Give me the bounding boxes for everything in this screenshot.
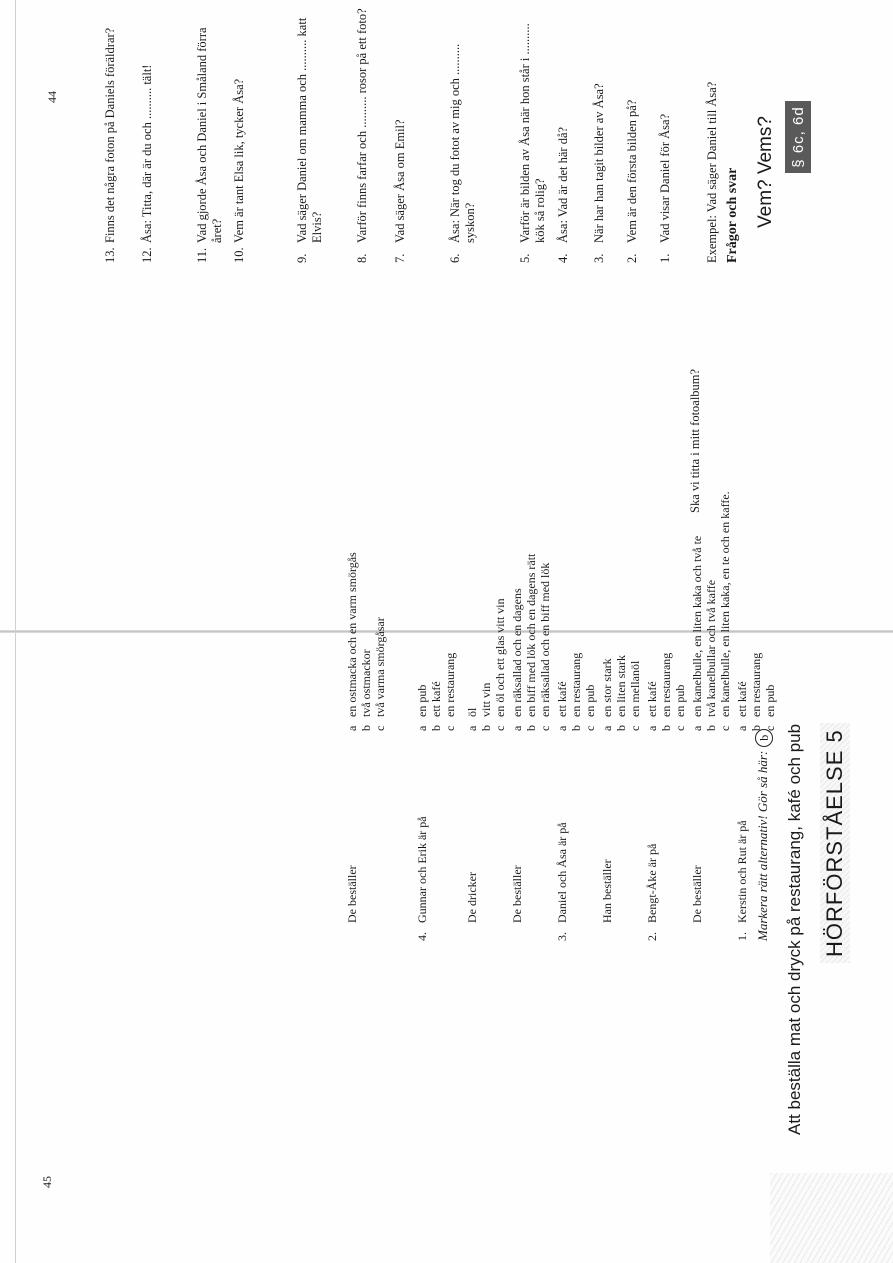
instruction xyxy=(755,729,773,941)
options xyxy=(510,311,552,731)
question-number: 2. xyxy=(645,932,659,941)
options xyxy=(555,311,597,731)
option-b[interactable]: ben liten stark xyxy=(614,655,628,731)
option-c[interactable]: cen restaurang xyxy=(443,652,457,731)
option-a[interactable]: aen ostmacka och en varm smörgås xyxy=(345,552,359,731)
question-text: När har han tagit bilder av Åsa? xyxy=(592,83,606,243)
question-text: Vem är den första bilden på? xyxy=(625,99,639,243)
circled-answer-mark: b xyxy=(755,729,773,747)
option-c[interactable]: cen räksallad och en biff med lök xyxy=(538,562,552,731)
option-c[interactable]: cen pub xyxy=(583,684,597,731)
question-number: 1. xyxy=(735,932,749,941)
question-stem: Bengt-Åke är på xyxy=(645,843,659,923)
item-number: 1. xyxy=(658,253,672,263)
option-c[interactable]: ctvå varma smörgåsar xyxy=(373,617,387,731)
question-text: Varför är bilden av Åsa när hon står i .......... kök så rolig? xyxy=(518,23,547,243)
option-c[interactable]: cen öl och ett glas vitt vin xyxy=(493,598,507,731)
option-c[interactable]: cen pub xyxy=(763,684,777,731)
options xyxy=(415,311,457,731)
question-text: Vad visar Daniel för Åsa? xyxy=(658,113,672,243)
example-question: Exempel: Vad säger Daniel till Åsa? xyxy=(705,81,719,263)
option-a[interactable]: aen stor stark xyxy=(600,658,614,731)
option-b[interactable]: ben restaurang xyxy=(569,652,583,731)
option-b[interactable]: bvitt vin xyxy=(479,682,493,731)
option-a[interactable]: aett kafé xyxy=(645,681,659,731)
question-stem: Gunnar och Erik är på xyxy=(415,816,429,923)
question-text: Åsa: Titta, där är du och .......... tält! xyxy=(140,64,154,243)
option-a[interactable]: aen pub xyxy=(415,684,429,731)
item-number: 6. xyxy=(448,253,462,263)
question-text: Varför finns farfar och .......... rosor på ett foto? xyxy=(355,8,369,243)
sub-stem: Han beställer xyxy=(600,859,614,923)
section-heading: Frågor och svar xyxy=(725,167,740,263)
option-b[interactable]: btvå ostmackor xyxy=(359,649,373,731)
option-a[interactable]: aöl xyxy=(465,707,479,731)
question-number: 3. xyxy=(555,932,569,941)
options xyxy=(690,311,732,731)
item-number: 10. xyxy=(232,247,246,263)
sub-stem: De dricker xyxy=(465,872,479,923)
question-text: Vem är tant Elsa lik, tycker Åsa? xyxy=(232,78,246,243)
scan-texture xyxy=(770,1173,893,1263)
item-number: 12. xyxy=(140,247,154,263)
options xyxy=(735,311,777,731)
sub-stem: De beställer xyxy=(510,865,524,923)
option-b[interactable]: ben restaurang xyxy=(659,652,673,731)
example-answer: Ska vi titta i mitt fotoalbum? xyxy=(688,368,702,513)
question-number: 4. xyxy=(415,932,429,941)
question-stem: Kerstin och Rut är på xyxy=(735,820,749,923)
option-c[interactable]: cen mellanöl xyxy=(628,660,642,731)
item-number: 2. xyxy=(625,253,639,263)
option-a[interactable]: aett kafé xyxy=(555,681,569,731)
options xyxy=(345,311,387,731)
question-text: Vad säger Åsa om Emil? xyxy=(393,119,407,243)
item-number: 4. xyxy=(556,253,570,263)
sub-stem: De beställer xyxy=(690,865,704,923)
option-b[interactable]: btvå kanelbullar och två kaffe xyxy=(704,579,718,731)
options xyxy=(645,311,687,731)
instruction-text: Markera rätt alternativ! Gör så här: xyxy=(755,750,770,941)
options xyxy=(600,311,642,731)
option-a[interactable]: aen kanelbulle, en liten kaka och två te xyxy=(690,535,704,731)
item-number: 11. xyxy=(195,247,209,263)
option-a[interactable]: aett kafé xyxy=(735,681,749,731)
listening-title: HÖRFÖRSTÅELSE 5 xyxy=(820,723,850,963)
question-text: Åsa: Vad är det här då? xyxy=(556,126,570,243)
page-number-right: 45 xyxy=(40,1176,54,1188)
page-title: Vem? Vems? xyxy=(755,116,776,228)
option-c[interactable]: cen kanelbulle, en liten kaka, en te och en kaffe. xyxy=(718,491,732,731)
question-text: Åsa: När tog du fotot av mig och .......... syskon? xyxy=(448,43,477,243)
option-b[interactable]: bett kafé xyxy=(429,681,443,731)
option-b[interactable]: ben biff med lök och en dagens rätt xyxy=(524,553,538,731)
item-number: 5. xyxy=(518,253,532,263)
question-text: Finns det några foton på Daniels föräldrar? xyxy=(103,27,117,243)
option-c[interactable]: cen pub xyxy=(673,684,687,731)
section-badge: § 6c, 6d xyxy=(785,101,811,173)
item-number: 3. xyxy=(592,253,606,263)
listening-subtitle: Att beställa mat och dryck på restaurang, kafé och pub xyxy=(785,723,804,1135)
options xyxy=(465,311,507,731)
question-text: Vad gjorde Åsa och Daniel i Småland förra året? xyxy=(195,27,224,243)
option-b[interactable]: ben restaurang xyxy=(749,652,763,731)
sub-stem: De beställer xyxy=(345,865,359,923)
question-stem: Daniel och Åsa är på xyxy=(555,822,569,923)
item-number: 8. xyxy=(355,253,369,263)
item-number: 13. xyxy=(103,247,117,263)
page-number-left: 44 xyxy=(45,91,59,103)
question-text: Vad säger Daniel om mamma och .......... katt Elvis? xyxy=(295,17,324,243)
item-number: 9. xyxy=(295,253,309,263)
option-a[interactable]: aen räksallad och en dagens xyxy=(510,588,524,731)
item-number: 7. xyxy=(393,253,407,263)
